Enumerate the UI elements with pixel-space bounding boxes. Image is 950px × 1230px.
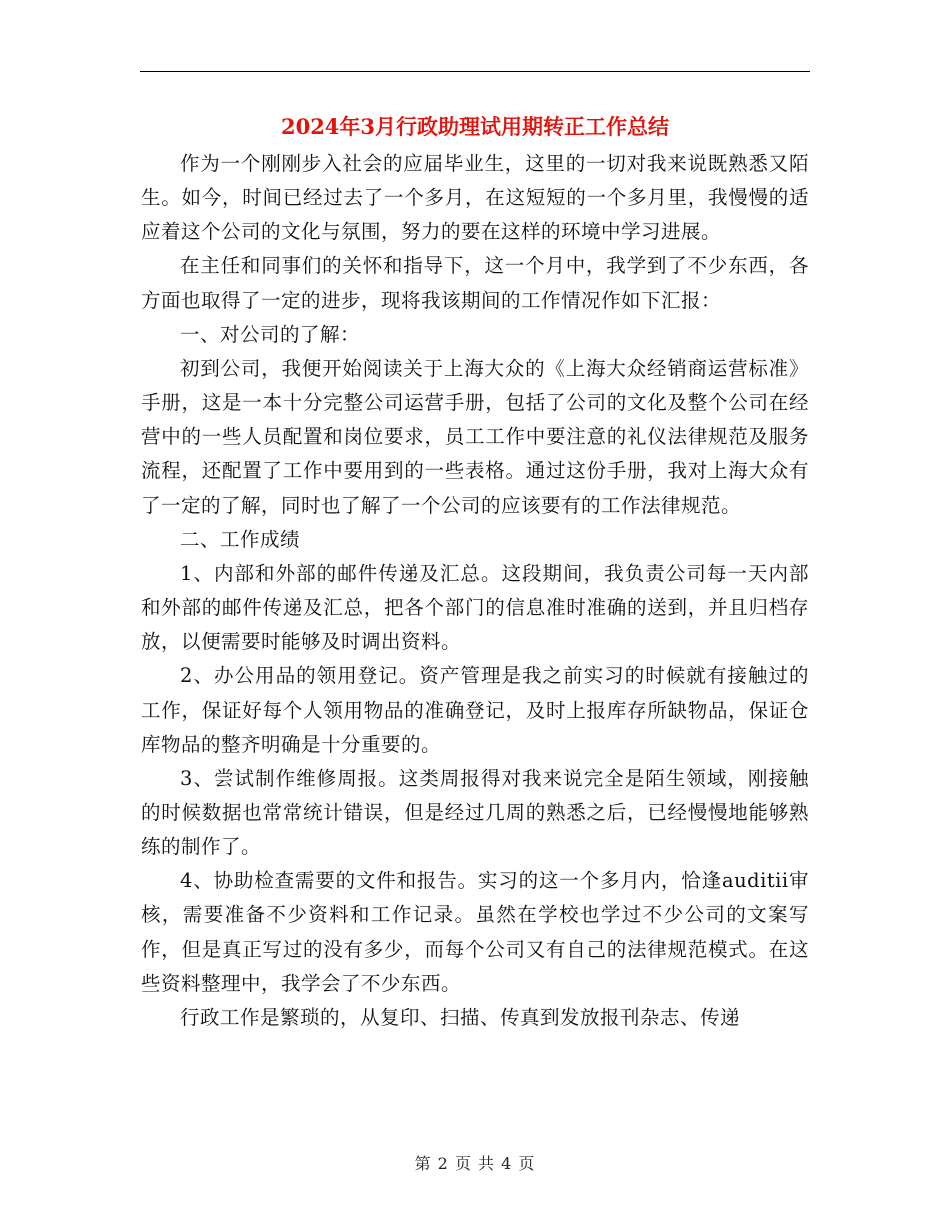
document-body bbox=[141, 147, 809, 1035]
paragraph-manual: 初到公司，我便开始阅读关于上海大众的《上海大众经销商运营标准》手册，这是一本十分完整公司运营手册，包括了公司的文化及整个公司在经营中的一些人员配置和岗位要求，员工工作中要注意的礼仪法律规范及服务流程，还配置了工作中要用到的一些表格。通过这份手册，我对上海大众有了一定的了解，同时也了解了一个公司的应该要有的工作法律规范。 bbox=[141, 356, 809, 517]
document-title: 2024年3月行政助理试用期转正工作总结 bbox=[280, 114, 670, 139]
section-heading-achievements: 二、工作成绩 bbox=[180, 527, 301, 551]
paragraph-admin-work: 行政工作是繁琐的，从复印、扫描、传真到发放报刊杂志、传递 bbox=[180, 1005, 741, 1029]
page-footer: 第 2 页 共 4 页 bbox=[414, 1154, 536, 1173]
paragraph-item-mail: 1、内部和外部的邮件传递及汇总。这段期间，我负责公司每一天内部和外部的邮件传递及汇总，把各个部门的信息准时准确的送到，并且归档存放，以便需要时能够及时调出资料。 bbox=[141, 561, 809, 654]
paragraph-item-audit: 4、协助检查需要的文件和报告。实习的这一个多月内，恰逢auditii审核，需要准备不少资料和工作记录。虽然在学校也学过不少公司的文案写作，但是真正写过的没有多少，而每个公司又有自己的法律规范模式。在这些资料整理中，我学会了不少东西。 bbox=[141, 869, 809, 995]
paragraph-item-weekly-report: 3、尝试制作维修周报。这类周报得对我来说完全是陌生领域，刚接触的时候数据也常常统计错误，但是经过几周的熟悉之后，已经慢慢地能够熟练的制作了。 bbox=[141, 766, 809, 859]
paragraph-item-supplies: 2、办公用品的领用登记。资产管理是我之前实习的时候就有接触过的工作，保证好每个人领用物品的准确登记，及时上报库存所缺物品，保证仓库物品的整齐明确是十分重要的。 bbox=[141, 664, 809, 756]
paragraph-guidance: 在主任和同事们的关怀和指导下，这一个月中，我学到了不少东西，各方面也取得了一定的进步，现将我该期间的工作情况作如下汇报： bbox=[141, 254, 809, 312]
header-rule bbox=[140, 71, 810, 72]
section-heading-company: 一、对公司的了解： bbox=[180, 322, 361, 346]
paragraph-intro: 作为一个刚刚步入社会的应届毕业生，这里的一切对我来说既熟悉又陌生。如今，时间已经过去了一个多月，在这短短的一个多月里，我慢慢的适应着这个公司的文化与氛围，努力的要在这样的环境中学习进展。 bbox=[141, 152, 809, 244]
